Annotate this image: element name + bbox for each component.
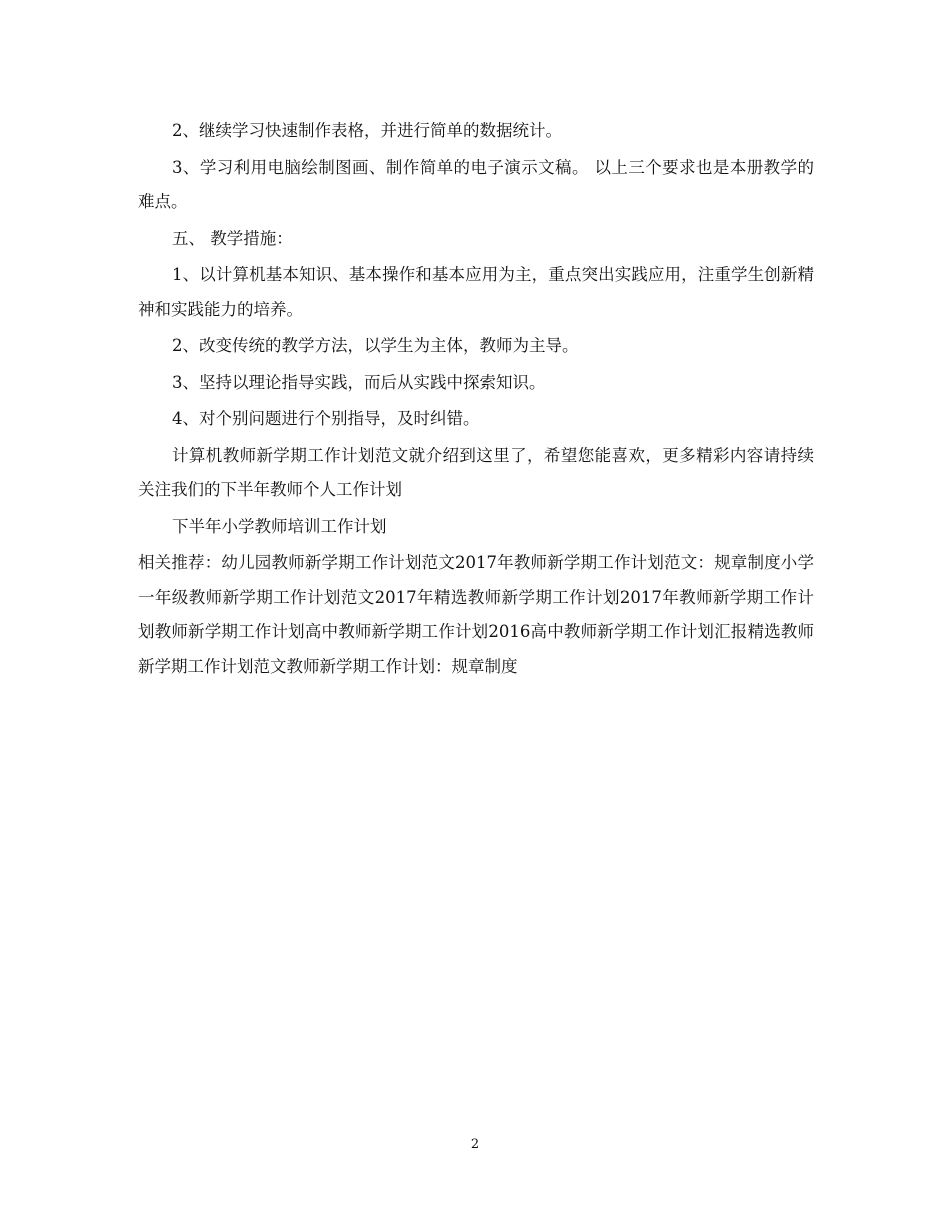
paragraph-measure-2: 2、改变传统的教学方法，以学生为主体，教师为主导。 <box>172 336 579 355</box>
paragraph-related-title: 下半年小学教师培训工作计划 <box>172 516 387 536</box>
paragraph-measure-4: 4、对个别问题进行个别指导，及时纠错。 <box>172 409 480 428</box>
paragraph-related-links: 相关推荐：幼儿园教师新学期工作计划范文2017年教师新学期工作计划范文：规章制度小学一年级教师新学期工作计划范文2017年精选教师新学期工作计划2017年教师新学期工作计划教师新学期工作计划高中教师新学期工作计划2016高中教师新学期工作计划汇报精选教师新学期工作计划范文教师新学期工作计划：规章制度 <box>138 553 814 676</box>
page-number: 2 <box>470 1137 480 1152</box>
paragraph-item-3-drawing: 3、学习利用电脑绘制图画、制作简单的电子演示文稿。 以上三个要求也是本册教学的难点。 <box>138 157 814 211</box>
paragraph-measure-3: 3、坚持以理论指导实践，而后从实践中探索知识。 <box>172 372 546 392</box>
section-heading-teaching-measures: 五、 教学措施： <box>172 228 293 248</box>
paragraph-measure-1: 1、以计算机基本知识、基本操作和基本应用为主，重点突出实践应用，注重学生创新精神和实践能力的培养。 <box>138 265 814 319</box>
paragraph-item-2-spreadsheet: 2、继续学习快速制作表格，并进行简单的数据统计。 <box>172 121 562 140</box>
document-body <box>138 114 814 686</box>
paragraph-closing: 计算机教师新学期工作计划范文就介绍到这里了，希望您能喜欢，更多精彩内容请持续关注我们的下半年教师个人工作计划 <box>138 445 814 499</box>
